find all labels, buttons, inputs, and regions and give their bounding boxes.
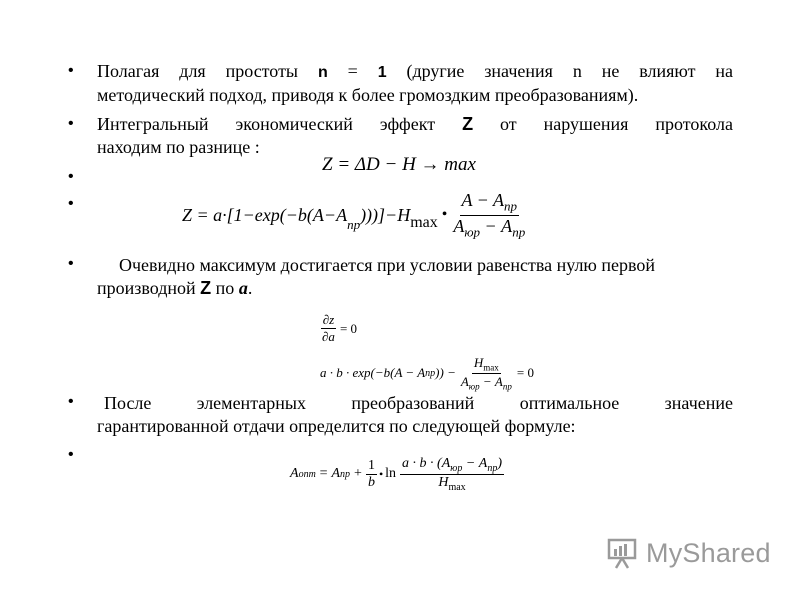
bullet: •	[68, 255, 74, 272]
formula-z-expression: Z = a·[1−exp(−b(A−A $_{np}$ )))]−H max • $\frac{A - A_{np}}{A_{юр} - A_{np}}$	[182, 190, 526, 240]
paragraph-3	[97, 254, 733, 300]
formula-z-max: Z = ΔD − H → max	[322, 154, 476, 175]
paragraph-4	[97, 392, 733, 438]
bullet: •	[68, 115, 74, 132]
paragraph-3-line-1: Очевидно максимум достигается при условии равенства нулю первой	[119, 255, 656, 275]
paragraph-3-line-2: производной Z по a.	[97, 278, 253, 298]
bullet: •	[68, 168, 74, 185]
paragraph-2-line-2: находим по разнице :	[97, 137, 260, 157]
logo-text: MyShared	[646, 537, 771, 568]
paragraph-1-line-2: методический подход, приводя к более громоздким преобразованиям).	[97, 85, 639, 105]
bullet: •	[68, 446, 74, 463]
presentation-board-icon	[606, 536, 640, 570]
bullet: •	[68, 393, 74, 410]
myshared-logo	[606, 536, 771, 570]
paragraph-4-line-1: После элементарных преобразований оптимальное значение	[104, 393, 733, 413]
formula-a-optimal: A onm = A np + $\frac{1}{b}$ • ln $\frac{a \cdot b \cdot (A_{юр} - A_{np})}{H_{max}}$	[290, 456, 502, 493]
formula-derivative: $\frac{\partial z}{\partial a}$ = 0	[322, 312, 358, 344]
paragraph-4-line-2: гарантированной отдачи определится по следующей формуле:	[97, 416, 576, 436]
formula-z-fraction: $\frac{A - A_{np}}{A_{юр} - A_{np}}$	[453, 190, 526, 240]
bullet: •	[68, 62, 74, 79]
formula-derivative-expanded: a · b · exp(−b(A − A np )) − $\frac{H_{max}}{A_{юр} - A_{np}}$ = 0	[320, 355, 534, 392]
paragraph-1	[97, 60, 733, 107]
paragraph-1-line-1: Полагая для простоты n = 1 (другие значения n не влияют на	[97, 61, 734, 81]
paragraph-2-line-1: Интегральный экономический эффект Z от нарушения протокола	[97, 114, 733, 134]
paragraph-2	[97, 113, 733, 159]
bullet: •	[68, 195, 74, 212]
